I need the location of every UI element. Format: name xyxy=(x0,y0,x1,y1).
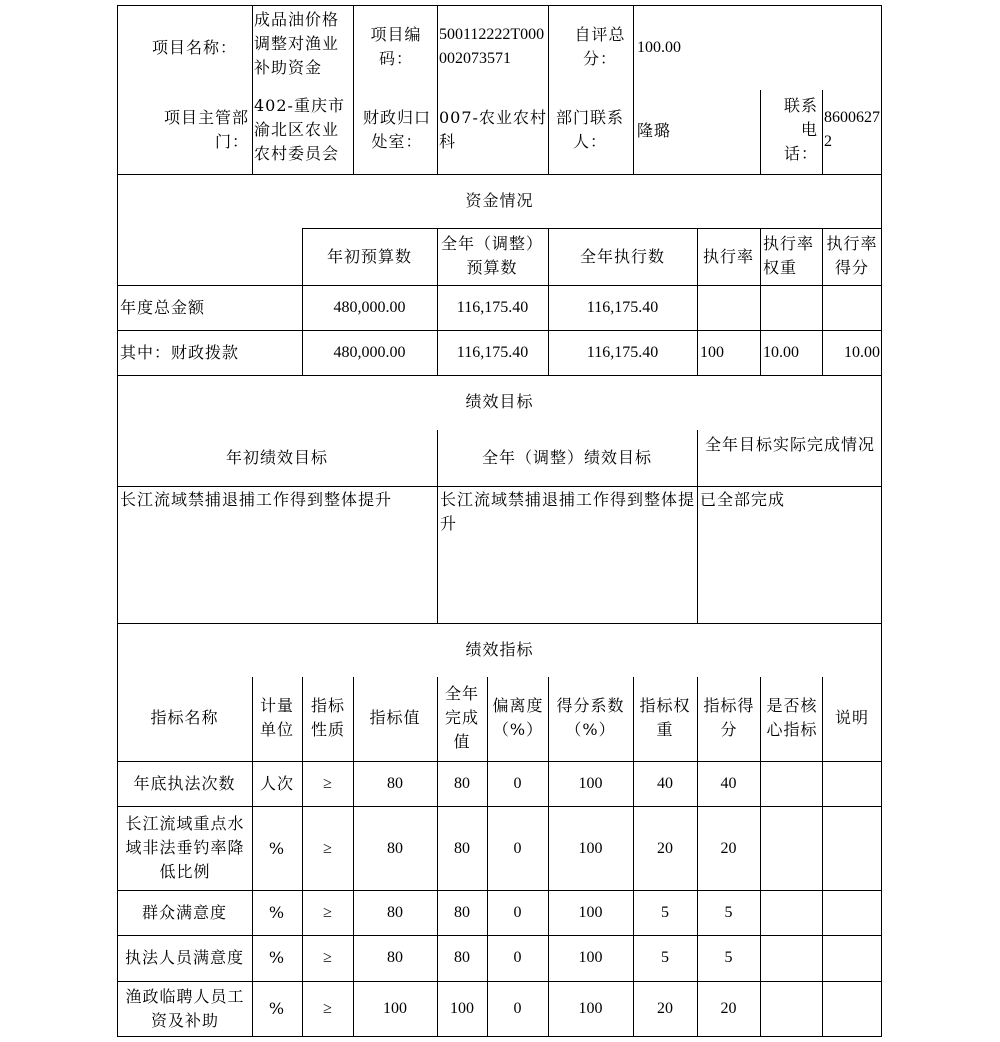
ind-deviation: 0 xyxy=(513,949,522,966)
divider xyxy=(117,935,882,936)
ind-header-name: 指标名称 xyxy=(150,708,219,727)
funds-row-initial: 480,000.00 xyxy=(333,344,406,361)
ind-score: 40 xyxy=(720,775,737,792)
ind-deviation: 0 xyxy=(513,775,522,792)
ind-unit: % xyxy=(268,903,286,922)
ind-name: 执法人员满意度 xyxy=(124,948,244,967)
ind-unit: 人次 xyxy=(259,774,294,793)
ind-score: 20 xyxy=(720,1000,737,1017)
ind-target: 100 xyxy=(383,1000,407,1017)
ind-nature: ≥ xyxy=(323,904,332,921)
divider xyxy=(353,5,354,174)
dept-label: 项目主管部门： xyxy=(163,108,249,151)
project-name-label: 项目名称： xyxy=(151,38,237,57)
finance-value: 007-农业农村科 xyxy=(439,108,547,151)
funds-row-adjusted: 116,175.40 xyxy=(456,344,529,361)
ind-nature: ≥ xyxy=(323,949,332,966)
divider xyxy=(822,90,823,174)
ind-header-score: 指标得分 xyxy=(703,696,755,739)
ind-target: 80 xyxy=(387,949,403,966)
ind-weight: 5 xyxy=(661,904,669,921)
divider xyxy=(822,677,823,1037)
divider xyxy=(117,285,882,286)
funds-row-executed: 116,175.40 xyxy=(586,299,659,316)
funds-header-rate: 执行率 xyxy=(702,247,754,266)
ind-score: 20 xyxy=(720,840,737,857)
divider xyxy=(117,623,882,624)
goals-section-title: 绩效目标 xyxy=(465,392,534,411)
funds-section-title: 资金情况 xyxy=(465,191,534,210)
ind-deviation: 0 xyxy=(513,904,522,921)
goals-actual-header: 全年目标实际完成情况 xyxy=(704,435,875,454)
funds-header-score: 执行率得分 xyxy=(826,234,878,277)
ind-header-core: 是否核心指标 xyxy=(766,696,818,739)
divider xyxy=(117,486,882,487)
ind-target: 80 xyxy=(387,775,403,792)
ind-coef: 100 xyxy=(578,904,603,921)
ind-nature: ≥ xyxy=(323,775,332,792)
phone-label: 联系电话： xyxy=(783,96,818,163)
phone-value: 86006272 xyxy=(824,109,880,150)
ind-name: 长江流域重点水域非法垂钓率降低比例 xyxy=(125,814,245,881)
divider xyxy=(252,5,253,174)
funds-row-label: 年度总金额 xyxy=(120,298,206,317)
funds-header-initial: 年初预算数 xyxy=(326,247,412,266)
funds-row-adjusted: 116,175.40 xyxy=(456,299,529,316)
ind-actual: 80 xyxy=(454,949,470,966)
ind-weight: 20 xyxy=(657,1000,673,1017)
funds-row-score: 10.00 xyxy=(844,344,880,361)
divider xyxy=(548,5,549,174)
score-value: 100.00 xyxy=(637,39,681,56)
funds-row-initial: 480,000.00 xyxy=(333,299,406,316)
divider xyxy=(760,90,761,174)
funds-header-weight: 执行率权重 xyxy=(763,234,815,277)
goals-adjusted-header: 全年（调整）绩效目标 xyxy=(481,448,652,467)
ind-actual: 80 xyxy=(454,840,470,857)
ind-deviation: 0 xyxy=(513,840,522,857)
funds-row-rate: 100 xyxy=(700,344,724,361)
ind-weight: 5 xyxy=(661,949,669,966)
ind-name: 年底执法次数 xyxy=(133,774,236,793)
ind-deviation: 0 xyxy=(513,1000,522,1017)
project-code-label: 项目编码： xyxy=(370,25,422,68)
ind-coef: 100 xyxy=(578,775,603,792)
ind-nature: ≥ xyxy=(323,1000,332,1017)
ind-actual: 100 xyxy=(450,1000,474,1017)
ind-header-weight: 指标权重 xyxy=(639,696,691,739)
score-label: 自评总分： xyxy=(574,25,626,68)
divider xyxy=(437,5,438,174)
divider xyxy=(117,375,882,376)
divider xyxy=(117,806,882,807)
ind-header-target: 指标值 xyxy=(369,708,421,727)
contact-value: 隆璐 xyxy=(637,121,672,140)
ind-name: 渔政临聘人员工资及补助 xyxy=(125,987,245,1030)
ind-header-note: 说明 xyxy=(834,708,869,727)
ind-score: 5 xyxy=(724,949,733,966)
divider xyxy=(117,981,882,982)
ind-score: 5 xyxy=(724,904,733,921)
ind-header-deviation: 偏离度（%） xyxy=(492,696,544,739)
ind-header-nature: 指标性质 xyxy=(310,696,345,739)
ind-header-unit: 计量单位 xyxy=(259,696,294,739)
funds-row-weight: 10.00 xyxy=(763,344,799,361)
divider xyxy=(760,677,761,1037)
ind-actual: 80 xyxy=(454,775,470,792)
divider xyxy=(117,174,882,175)
goals-initial-value: 长江流域禁捕退捕工作得到整体提升 xyxy=(120,490,393,509)
ind-weight: 20 xyxy=(657,840,673,857)
ind-header-coef: 得分系数（%） xyxy=(556,696,625,739)
ind-name: 群众满意度 xyxy=(141,903,227,922)
divider xyxy=(117,890,882,891)
goals-adjusted-value: 长江流域禁捕退捕工作得到整体提升 xyxy=(440,490,696,533)
project-name-value: 成品油价格调整对渔业补助资金 xyxy=(254,10,340,77)
ind-nature: ≥ xyxy=(323,840,332,857)
divider xyxy=(302,228,882,229)
contact-label: 部门联系人： xyxy=(555,108,624,151)
ind-coef: 100 xyxy=(578,949,603,966)
project-code-value: 500112222T000002073571 xyxy=(439,26,545,67)
ind-coef: 100 xyxy=(578,840,603,857)
divider xyxy=(117,761,882,762)
ind-unit: % xyxy=(268,999,286,1018)
ind-header-actual: 全年完成值 xyxy=(444,684,479,751)
funds-header-executed: 全年执行数 xyxy=(579,247,665,266)
divider xyxy=(697,430,698,623)
goals-initial-header: 年初绩效目标 xyxy=(225,448,328,467)
finance-label: 财政归口处室： xyxy=(362,108,431,151)
ind-weight: 40 xyxy=(657,775,673,792)
ind-unit: % xyxy=(268,839,286,858)
funds-header-adjusted: 全年（调整）预算数 xyxy=(440,234,543,277)
indicators-section-title: 绩效指标 xyxy=(465,640,534,659)
ind-unit: % xyxy=(268,948,286,967)
divider xyxy=(760,228,761,375)
ind-coef: 100 xyxy=(578,1000,603,1017)
divider xyxy=(633,5,634,174)
goals-actual-value: 已全部完成 xyxy=(700,490,786,509)
funds-row-label: 其中：财政拨款 xyxy=(120,343,240,362)
ind-target: 80 xyxy=(387,904,403,921)
divider xyxy=(117,330,882,331)
ind-target: 80 xyxy=(387,840,403,857)
funds-row-executed: 116,175.40 xyxy=(586,344,659,361)
dept-value: 402-重庆市渝北区农业农村委员会 xyxy=(254,96,345,163)
ind-actual: 80 xyxy=(454,904,470,921)
